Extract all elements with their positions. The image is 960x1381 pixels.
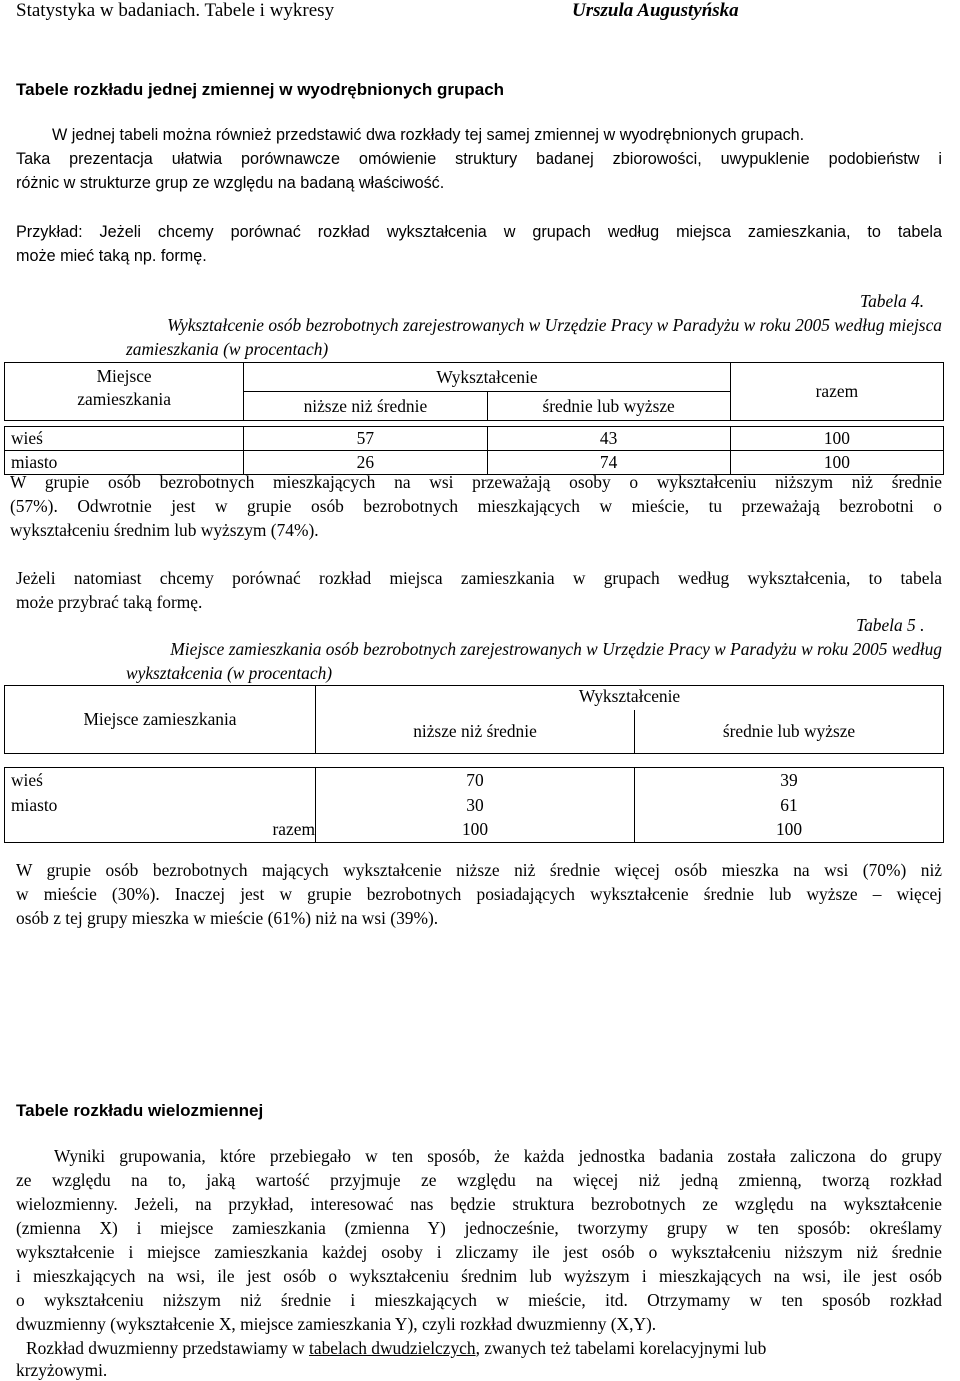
paragraph-line: może mieć taką np. formę.: [16, 247, 207, 265]
paragraph-line: (zmienna X) i miejsce zamieszkania (zmienna Y) jednocześnie, tworzymy grupy w ten sposób: określamy: [16, 1218, 942, 1238]
paragraph-line: może przybrać taką formę.: [16, 592, 203, 612]
paragraph-line: dwuzmienny (wykształcenie X, miejsce zamieszkania Y), czyli rozkład dwuzmienny (X,Y).: [16, 1314, 657, 1334]
paragraph-line: wykształceniu średnim lub wyższym (74%).: [10, 520, 319, 540]
table-row-total: razem 100 100: [5, 818, 944, 843]
header-lower: niższe niż średnie: [316, 710, 635, 754]
table-caption: zamieszkania (w procentach): [126, 339, 329, 359]
paragraph-line: W grupie osób bezrobotnych mających wykształcenie niższe niż średnie więcej osób mieszka na wsi (70%) niż: [16, 860, 942, 880]
table-row: miasto 30 61: [5, 793, 944, 818]
paragraph-line: ze względu na to, jaką wartość przyjmuje ze względu na więcej niż jedną zmienną, tworzą rozkład: [16, 1170, 942, 1190]
table-4: [4, 362, 944, 475]
header-place: Miejsce zamieszkania: [5, 363, 244, 421]
paragraph-line: wykształcenie i miejsce zamieszkania każdej osoby i zliczamy ile jest osób o wykształceniu niższym niż średnie: [16, 1242, 942, 1262]
header-higher: średnie lub wyższe: [635, 710, 944, 754]
paragraph-line: W grupie osób bezrobotnych mieszkających na wsi przeważają osoby o wykształceniu niższym niż średnie: [10, 472, 942, 492]
paragraph-line: osób z tej grupy mieszka w mieście (61%) niż na wsi (39%).: [16, 908, 439, 928]
paragraph-line: Taka prezentacja ułatwia porównawcze omówienie struktury badanej zbiorowości, uwypuklenie podobieństw i: [16, 150, 942, 168]
table-row: wieś 57 43 100: [5, 427, 944, 451]
table-row: miasto 26 74 100: [5, 451, 944, 475]
paragraph-line: W jednej tabeli można również przedstawić dwa rozkłady tej samej zmiennej w wyodrębnionych grupach.: [52, 126, 805, 144]
table-caption: Wykształcenie osób bezrobotnych zarejestrowanych w Urzędzie Pracy w Paradyżu w roku 2005 według miejsca: [167, 315, 942, 335]
table-5: [4, 685, 944, 843]
paragraph-line: i mieszkających na wsi, ile jest osób o wykształceniu średnim lub wyższym i mieszkających na wsi, ile jest osób: [16, 1266, 942, 1286]
paragraph-line: Przykład: Jeżeli chcemy porównać rozkład wykształcenia w grupach według miejsca zamieszkania, to tabela: [16, 223, 942, 241]
table-label: Tabela 4.: [860, 291, 925, 311]
term-link[interactable]: tabelach dwudzielczych: [309, 1338, 476, 1358]
table-row: wieś 70 39: [5, 768, 944, 793]
paragraph-line: w mieście (30%). Inaczej jest w grupie bezrobotnych posiadających wykształcenie średnie lub wyższe – więcej: [16, 884, 942, 904]
section-heading: Tabele rozkładu jednej zmiennej w wyodrębnionych grupach: [16, 80, 505, 99]
header-total: razem: [730, 363, 943, 421]
header-place: Miejsce zamieszkania: [5, 686, 316, 754]
table-label: Tabela 5 .: [856, 615, 925, 635]
header-education: Wykształcenie: [244, 363, 731, 392]
section-heading: Tabele rozkładu wielozmiennej: [16, 1101, 264, 1120]
paragraph-line: różnic w strukturze grup ze względu na badaną właściwość.: [16, 174, 445, 192]
paragraph-line: wielozmienny. Jeżeli, na przykład, interesować nas będzie struktura bezrobotnych ze względu na wykształcenie: [16, 1194, 942, 1214]
header-lower: niższe niż średnie: [244, 392, 487, 421]
header-education: Wykształcenie: [316, 686, 944, 710]
paragraph-line: Rozkład dwuzmienny przedstawiamy w tabelach dwudzielczych, zwanych też tabelami korelacyjnymi lub: [26, 1338, 767, 1358]
paragraph-line: o wykształceniu niższym niż średnie i mieszkających w mieście, itd. Otrzymamy w ten sposób rozkład: [16, 1290, 942, 1310]
paragraph-line: (57%). Odwrotnie jest w grupie osób bezrobotnych mieszkających w mieście, tu przeważają bezrobotni o: [10, 496, 942, 516]
paragraph-line: Wyniki grupowania, które przebiegało w ten sposób, że każda jednostka badania została zaliczona do grupy: [54, 1146, 942, 1166]
table-caption: wykształcenia (w procentach): [126, 663, 333, 683]
paragraph-line: Jeżeli natomiast chcemy porównać rozkład miejsca zamieszkania w grupach według wykształcenia, to tabela: [16, 568, 942, 588]
header-higher: średnie lub wyższe: [487, 392, 730, 421]
header-author: Urszula Augustyńska: [572, 0, 739, 21]
header-title: Statystyka w badaniach. Tabele i wykresy: [16, 0, 335, 21]
paragraph-line: krzyżowymi.: [16, 1360, 108, 1380]
table-caption: Miejsce zamieszkania osób bezrobotnych zarejestrowanych w Urzędzie Pracy w Paradyżu w roku 2005 według: [170, 639, 942, 659]
